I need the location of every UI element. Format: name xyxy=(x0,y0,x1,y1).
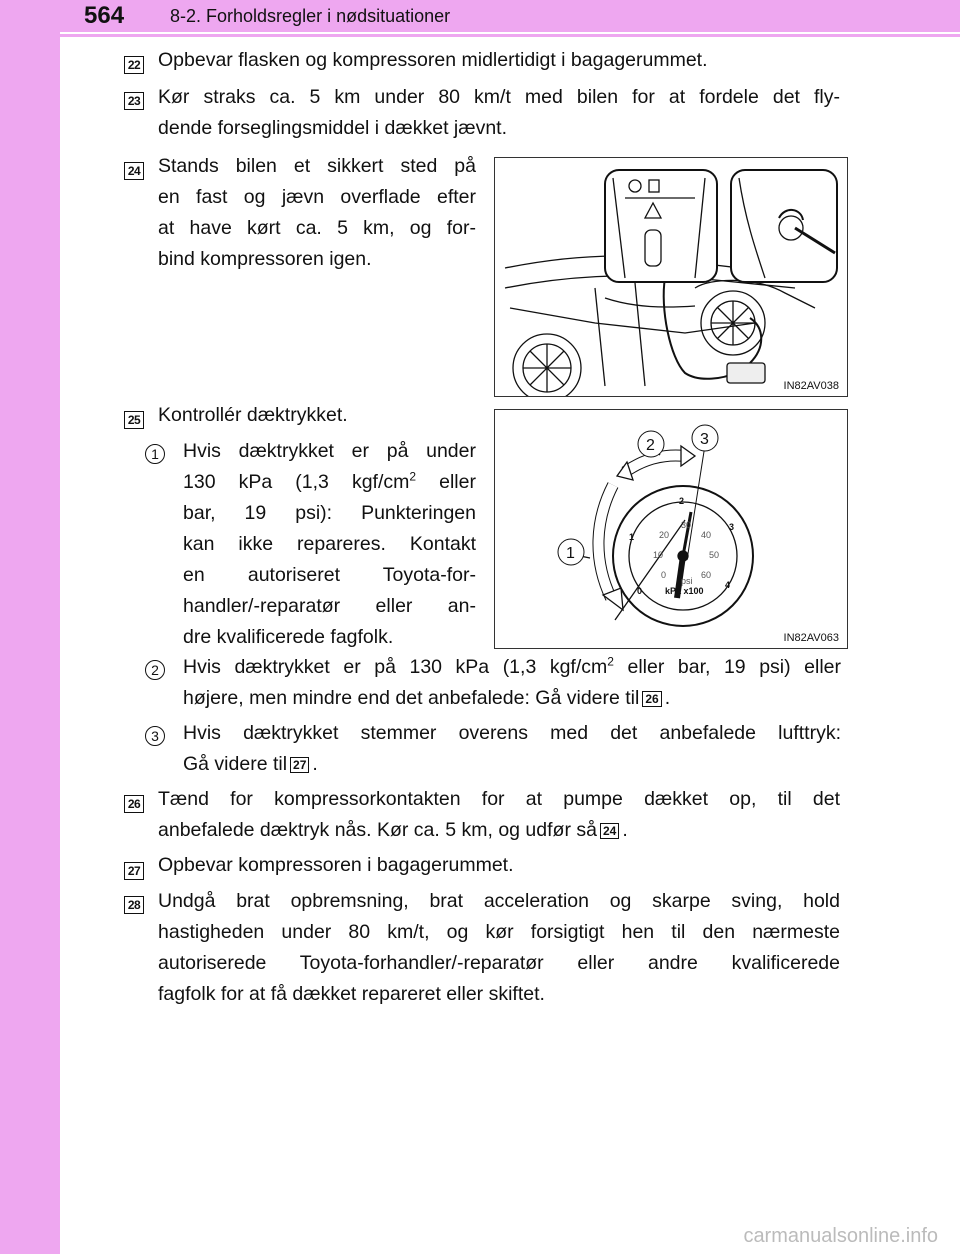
gauge-inner-0: 0 xyxy=(661,570,667,580)
callout-1: 1 xyxy=(566,545,575,562)
step-number-28: 28 xyxy=(124,896,144,914)
step-24-line3: at have kørt ca. 5 km, og for- xyxy=(158,217,476,239)
callout-2: 2 xyxy=(646,437,655,454)
substep-1-line3: bar, 19 psi): Punkteringen xyxy=(183,502,476,524)
substep-1-line1: Hvis dæktrykket er på under xyxy=(183,440,476,462)
step-number-27: 27 xyxy=(124,862,144,880)
step-ref-27[interactable]: 27 xyxy=(290,757,309,773)
car-compressor-figure xyxy=(494,157,848,397)
gauge-outer-2: 2 xyxy=(679,496,685,506)
gauge-outer-0: 0 xyxy=(637,586,643,596)
step-22-text: Opbevar flasken og kompressoren midlertidigt i bagagerummet. xyxy=(158,49,708,71)
substep-2-line2: højere, men mindre end det anbefalede: Gå videre til 26 . xyxy=(183,687,671,709)
step-28-line2: hastigheden under 80 km/t, og kør forsigtigt hen til den nærmeste xyxy=(158,921,840,943)
step-23-line1: Kør straks ca. 5 km under 80 km/t med bilen for at fordele det fly- xyxy=(158,86,840,108)
step-number-22: 22 xyxy=(124,56,144,74)
step-23-line2: dende forseglingsmiddel i dækket jævnt. xyxy=(158,117,508,139)
gauge-inner-60: 60 xyxy=(701,570,712,580)
substep-3-line2: Gå videre til 27 . xyxy=(183,753,318,775)
step-ref-26[interactable]: 26 xyxy=(642,691,661,707)
gauge-illustration xyxy=(495,410,847,648)
section-title: 8-2. Forholdsregler i nødsituationer xyxy=(170,6,451,26)
substep-1-line2: 130 kPa (1,3 kgf/$cm^2$ eller xyxy=(183,469,476,493)
watermark: carmanualsonline.info xyxy=(743,1225,938,1247)
step-24-line4: bind kompressoren igen. xyxy=(158,248,372,270)
car-illustration xyxy=(495,158,847,396)
page-number: 564 xyxy=(84,2,125,29)
figure-code-gauge: IN82AV063 xyxy=(783,632,839,644)
substep-1-line5: en autoriseret Toyota-for- xyxy=(183,564,476,586)
header-rule xyxy=(60,34,960,37)
step-24-line2: en fast og jævn overflade efter xyxy=(158,186,476,208)
substep-1-line6: handler/-reparatør eller an- xyxy=(183,595,476,617)
step-28-line1: Undgå brat opbremsning, brat acceleration og skarpe sving, hold xyxy=(158,890,840,912)
substep-1-line4: kan ikke repareres. Kontakt xyxy=(183,533,476,555)
step-number-26: 26 xyxy=(124,795,144,813)
pressure-gauge-figure xyxy=(494,409,848,649)
step-27-text: Opbevar kompressoren i bagagerummet. xyxy=(158,854,514,876)
substep-number-1: 1 xyxy=(145,444,165,464)
step-25-text: Kontrollér dæktrykket. xyxy=(158,404,348,426)
gauge-outer-1: 1 xyxy=(629,532,635,542)
gauge-inner-20: 20 xyxy=(659,530,670,540)
callout-3: 3 xyxy=(700,431,709,448)
substep-number-2: 2 xyxy=(145,660,165,680)
gauge-inner-30: 30 xyxy=(681,520,692,530)
substep-1-line7: dre kvalificerede fagfolk. xyxy=(183,626,394,648)
gauge-outer-3: 3 xyxy=(729,522,735,532)
substep-number-3: 3 xyxy=(145,726,165,746)
step-28-line3: autoriserede Toyota-forhandler/-reparatør eller andre kvalificerede xyxy=(158,952,840,974)
step-number-23: 23 xyxy=(124,92,144,110)
gauge-unit-kpa: kPa x100 xyxy=(665,586,704,596)
gauge-inner-40: 40 xyxy=(701,530,712,540)
step-number-24: 24 xyxy=(124,162,144,180)
step-number-25: 25 xyxy=(124,411,144,429)
sidebar-band xyxy=(0,0,60,1254)
gauge-outer-4: 4 xyxy=(725,580,731,590)
gauge-unit-psi: psi xyxy=(681,576,693,586)
step-ref-24[interactable]: 24 xyxy=(600,823,619,839)
gauge-inner-50: 50 xyxy=(709,550,720,560)
step-26-line1: Tænd for kompressorkontakten for at pumpe dækket op, til det xyxy=(158,788,840,810)
gauge-inner-10: 10 xyxy=(653,550,664,560)
substep-2-line1: Hvis dæktrykket er på 130 kPa (1,3 kgf/$cm^2$ eller bar, 19 psi) eller xyxy=(183,654,841,678)
substep-3-line1: Hvis dæktrykket stemmer overens med det anbefalede lufttryk: xyxy=(183,722,841,744)
figure-code-car: IN82AV038 xyxy=(783,380,839,392)
step-26-line2: anbefalede dæktryk nås. Kør ca. 5 km, og udfør så 24 . xyxy=(158,819,628,841)
step-24-line1: Stands bilen et sikkert sted på xyxy=(158,155,476,177)
step-28-line4: fagfolk for at få dækket repareret eller skiftet. xyxy=(158,983,545,1005)
